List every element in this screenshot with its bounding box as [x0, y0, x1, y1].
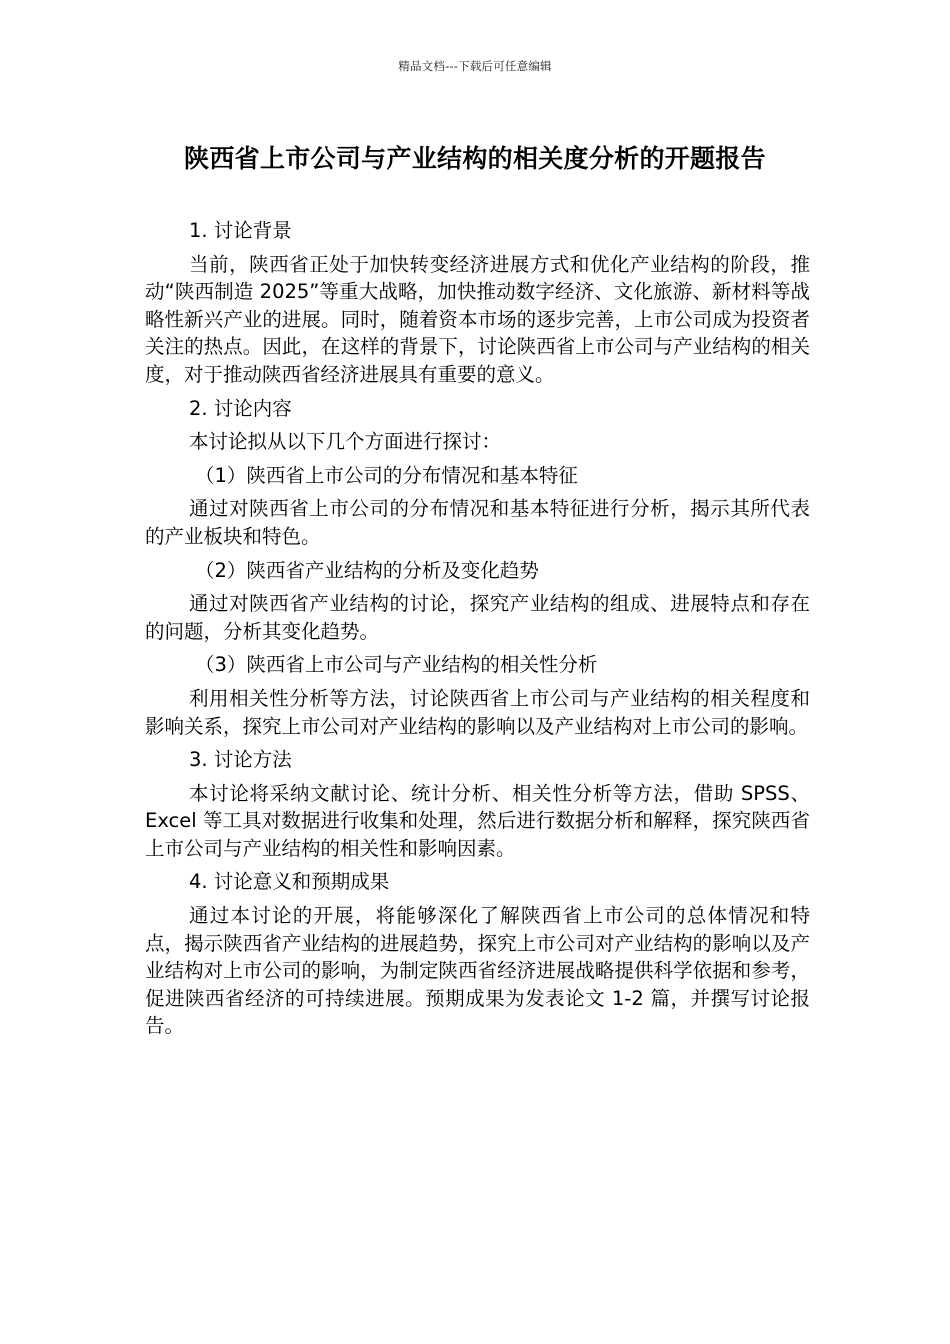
- paragraph-distribution: 通过对陕西省上市公司的分布情况和基本特征进行分析，揭示其所代表的产业板块和特色。: [145, 497, 810, 548]
- section-heading-method: 3. 讨论方法: [189, 748, 292, 772]
- paragraph-method: 本讨论将采纳文献讨论、统计分析、相关性分析等方法，借助 SPSS、Excel 等工具对数据进行收集和处理，然后进行数据分析和解释，探究陕西省上市公司与产业结构的相关性和影响因素。: [145, 781, 810, 860]
- paragraph-correlation: 利用相关性分析等方法，讨论陕西省上市公司与产业结构的相关程度和影响关系，探究上市公司对产业结构的影响以及产业结构对上市公司的影响。: [145, 686, 810, 738]
- header-note: 精品文档---下载后可任意编辑: [398, 59, 552, 73]
- document-body: [145, 211, 810, 1046]
- paragraph-industry-structure: 通过对陕西省产业结构的讨论，探究产业结构的组成、进展特点和存在的问题，分析其变化趋势。: [145, 592, 810, 643]
- paragraph-content-intro: 本讨论拟从以下几个方面进行探讨：: [189, 430, 502, 454]
- paragraph-significance: 通过本讨论的开展，将能够深化了解陕西省上市公司的总体情况和特点，揭示陕西省产业结构的进展趋势，探究上市公司对产业结构的影响以及产业结构对上市公司的影响，为制定陕西省经济进展战略提供科学依据和参考，促进陕西省经济的可持续进展。预期成果为发表论文 1-2 篇，并撰写讨论报告。: [145, 904, 810, 1038]
- paragraph-background: 当前，陕西省正处于加快转变经济进展方式和优化产业结构的阶段，推动“陕西制造 2025”等重大战略，加快推动数字经济、文化旅游、新材料等战略性新兴产业的进展。同时，随着资本市场的逐步完善，上市公司成为投资者关注的热点。因此，在这样的背景下，讨论陕西省上市公司与产业结构的相关度，对于推动陕西省经济进展具有重要的意义。: [145, 252, 810, 386]
- sub-heading-industry-structure: （2）陕西省产业结构的分析及变化趋势: [195, 558, 539, 582]
- section-heading-background: 1. 讨论背景: [189, 219, 292, 242]
- section-heading-content: 2. 讨论内容: [189, 396, 292, 420]
- sub-heading-distribution: （1）陕西省上市公司的分布情况和基本特征: [195, 463, 578, 487]
- section-heading-significance: 4. 讨论意义和预期成果: [189, 870, 390, 894]
- sub-heading-correlation: （3）陕西省上市公司与产业结构的相关性分析: [195, 653, 598, 677]
- document-title: 陕西省上市公司与产业结构的相关度分析的开题报告: [184, 144, 766, 173]
